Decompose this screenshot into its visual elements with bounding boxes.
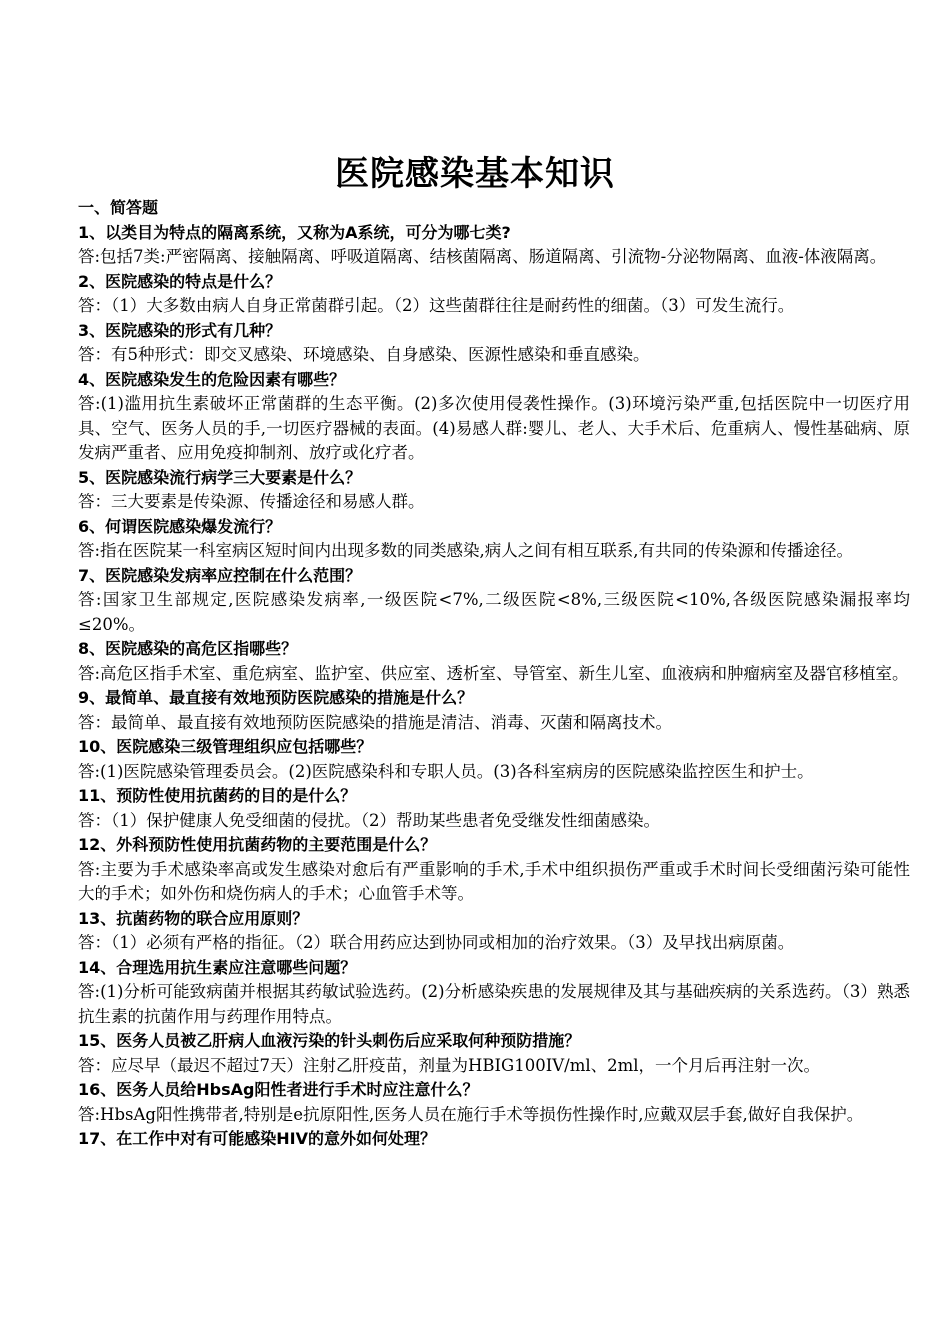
answer-10: 答:(1)医院感染管理委员会。(2)医院感染科和专职人员。(3)各科室病房的医院感染监控医生和护士。 [78,761,814,781]
question-8: 8、医院感染的高危区指哪些？ [78,639,298,658]
question-11: 11、预防性使用抗菌药的目的是什么？ [78,786,357,805]
question-5: 5、医院感染流行病学三大要素是什么？ [78,467,362,487]
question-4: 4、医院感染发生的危险因素有哪些？ [78,369,346,389]
answer-3: 答：有5种形式：即交叉感染、环境感染、自身感染、医源性感染和垂直感染。 [78,345,650,364]
question-10: 10、医院感染三级管理组织应包括哪些？ [78,737,373,756]
answer-15: 答：应尽早（最迟不超过7天）注射乙肝疫苗，剂量为HBIG100IV/ml、2ml，一个月后再注射一次。 [78,1055,821,1075]
question-9: 9、最简单、最直接有效地预防医院感染的措施是什么？ [78,688,474,707]
question-3: 3、医院感染的形式有几种？ [78,320,282,340]
document-body [78,196,910,1152]
question-2: 2、医院感染的特点是什么？ [78,271,282,291]
answer-1: 答:包括7类:严密隔离、接触隔离、呼吸道隔离、结核菌隔离、肠道隔离、引流物-分泌物隔离、血液-体液隔离。 [78,247,887,266]
question-15: 15、医务人员被乙肝病人血液污染的针头刺伤后应采取何种预防措施？ [78,1031,581,1050]
question-17: 17、在工作中对有可能感染HIV的意外如何处理？ [78,1129,436,1148]
answer-13: 答：（1）必须有严格的指征。（2）联合用药应达到协同或相加的治疗效果。（3）及早找出病原菌。 [78,933,795,952]
answer-16: 答:HbsAg阳性携带者,特别是e抗原阳性,医务人员在施行手术等损伤性操作时,应戴双层手套,做好自我保护。 [78,1104,864,1124]
answer-9: 答：最简单、最直接有效地预防医院感染的措施是清洁、消毒、灭菌和隔离技术。 [78,712,672,732]
question-13: 13、抗菌药物的联合应用原则？ [78,908,309,928]
qa-list [78,221,910,1152]
question-16: 16、医务人员给HbsAg阳性者进行手术时应注意什么？ [78,1080,479,1099]
answer-14: 答:(1)分析可能致病菌并根据其药敏试验选药。(2)分析感染疾患的发展规律及其与基础疾病的关系选药。（3）熟悉抗生素的抗菌作用与药理作用特点。 [78,982,910,1026]
question-1: 1、以类目为特点的隔离系统，又称为A系统，可分为哪七类? [78,222,511,242]
question-12: 12、外科预防性使用抗菌药物的主要范围是什么？ [78,835,437,854]
answer-12: 答:主要为手术感染率高或发生感染对愈后有严重影响的手术,手术中组织损伤严重或手术时间长受细菌污染可能性大的手术；如外伤和烧伤病人的手术；心血管手术等。 [78,859,910,903]
answer-4: 答:(1)滥用抗生素破坏正常菌群的生态平衡。(2)多次使用侵袭性操作。(3)环境污染严重,包括医院中一切医疗用具、空气、医务人员的手,一切医疗器械的表面。(4)易感人群:婴儿、老人、大手术后、危重病人、慢性基础病、原发病严重者、应用免疫抑制剂、放疗或化疗者。 [78,394,910,462]
question-6: 6、何谓医院感染爆发流行？ [78,516,282,536]
answer-11: 答：（1）保护健康人免受细菌的侵扰。（2）帮助某些患者免受继发性细菌感染。 [78,810,660,830]
question-7: 7、医院感染发病率应控制在什么范围？ [78,565,362,585]
answer-2: 答：（1）大多数由病人自身正常菌群引起。（2）这些菌群往往是耐药性的细菌。（3）可发生流行。 [78,296,795,315]
page-title: 医院感染基本知识 [335,154,615,194]
answer-8: 答:高危区指手术室、重危病室、监护室、供应室、透析室、导管室、新生儿室、血液病和肿瘤病室及器官移植室。 [78,663,909,683]
answer-7: 答:国家卫生部规定,医院感染发病率,一级医院<7%,二级医院<8%,三级医院<10%,各级医院感染漏报率均≤20%。 [78,590,910,634]
section-heading: 一、简答题 [78,198,159,217]
answer-6: 答:指在医院某一科室病区短时间内出现多数的同类感染,病人之间有相互联系,有共同的传染源和传播途径。 [78,541,854,560]
question-14: 14、合理选用抗生素应注意哪些问题？ [78,957,357,977]
answer-5: 答：三大要素是传染源、传播途径和易感人群。 [78,492,425,511]
